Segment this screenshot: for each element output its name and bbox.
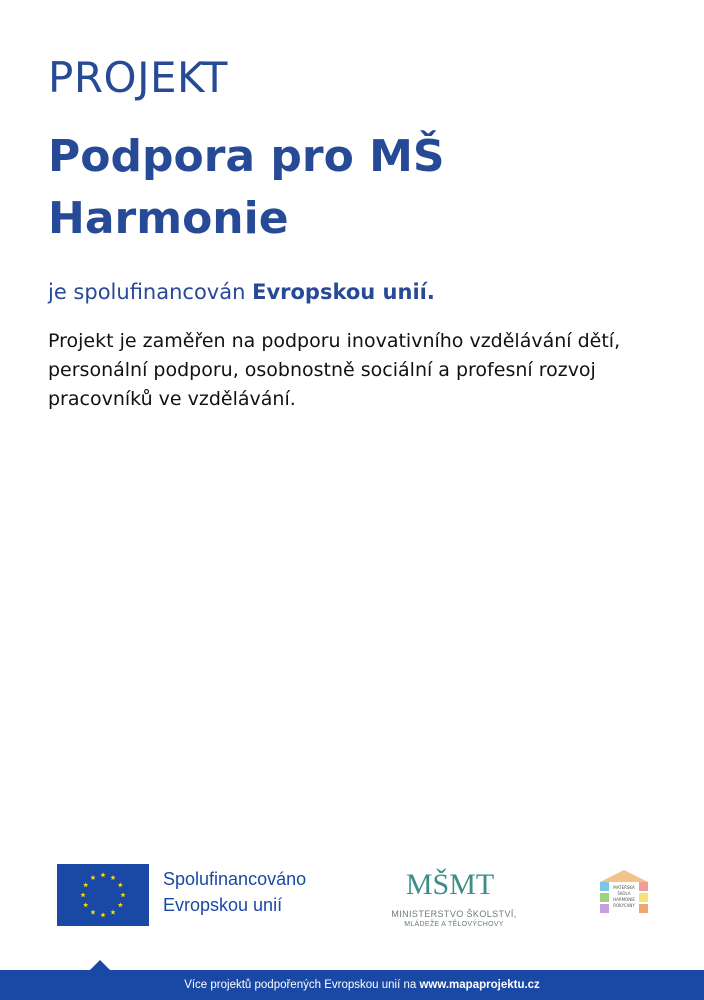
eu-star: [110, 875, 115, 880]
school-line-2: ŠKOLA: [617, 891, 631, 896]
eu-text-line-2: Evropskou unií: [163, 895, 283, 915]
cofinanced-eu: Evropskou unií.: [252, 280, 435, 304]
cofinanced-statement: [48, 277, 435, 307]
msmt-mark: MŠMT: [405, 868, 495, 901]
eu-cofinanced-text: [163, 866, 306, 918]
eu-star: [80, 892, 85, 897]
school-line-4: ROKYCANY: [613, 903, 635, 908]
eu-flag-logo: [57, 864, 149, 926]
footer-link[interactable]: www.mapaprojektu.cz: [419, 979, 540, 991]
title-line-2: Harmonie: [48, 193, 289, 244]
eu-star: [100, 872, 105, 877]
school-line-1: MATEŘSKÁ: [613, 885, 635, 890]
msmt-name: [386, 909, 522, 929]
cofinanced-prefix: je spolufinancován: [48, 280, 246, 304]
footer-notch: [90, 960, 110, 970]
eu-star: [110, 910, 115, 915]
footer-bar: [0, 970, 704, 1000]
eu-star: [83, 902, 88, 907]
msmt-logo: [405, 860, 495, 908]
eu-star: [90, 875, 95, 880]
eu-text-line-1: Spolufinancováno: [163, 869, 307, 889]
eu-star: [83, 882, 88, 887]
eu-stars-icon: [57, 864, 149, 926]
msmt-name-line-1: MINISTERSTVO ŠKOLSTVÍ,: [391, 909, 517, 919]
school-house-icon: [598, 868, 650, 922]
school-line-3: HARMONIE: [613, 897, 635, 902]
msmt-name-line-2: MLÁDEŽE A TĚLOVÝCHOVY: [404, 921, 504, 928]
eu-star: [120, 892, 125, 897]
footer-text: Více projektů podpořených Evropskou unií na: [184, 979, 417, 991]
eu-star: [100, 912, 105, 917]
project-label: PROJEKT: [48, 53, 228, 102]
msmt-mark-icon: [405, 860, 495, 908]
eu-star: [118, 902, 123, 907]
project-description: Projekt je zaměřen na podporu inovativního vzdělávání dětí, personální podporu, osobnostně sociální a profesní rozvoj pracovníků ve vzdělávání.: [48, 330, 621, 410]
eu-star: [90, 910, 95, 915]
eu-star: [118, 882, 123, 887]
page-title: [48, 126, 608, 250]
title-line-1: Podpora pro MŠ: [48, 131, 445, 182]
school-logo: [598, 868, 650, 922]
